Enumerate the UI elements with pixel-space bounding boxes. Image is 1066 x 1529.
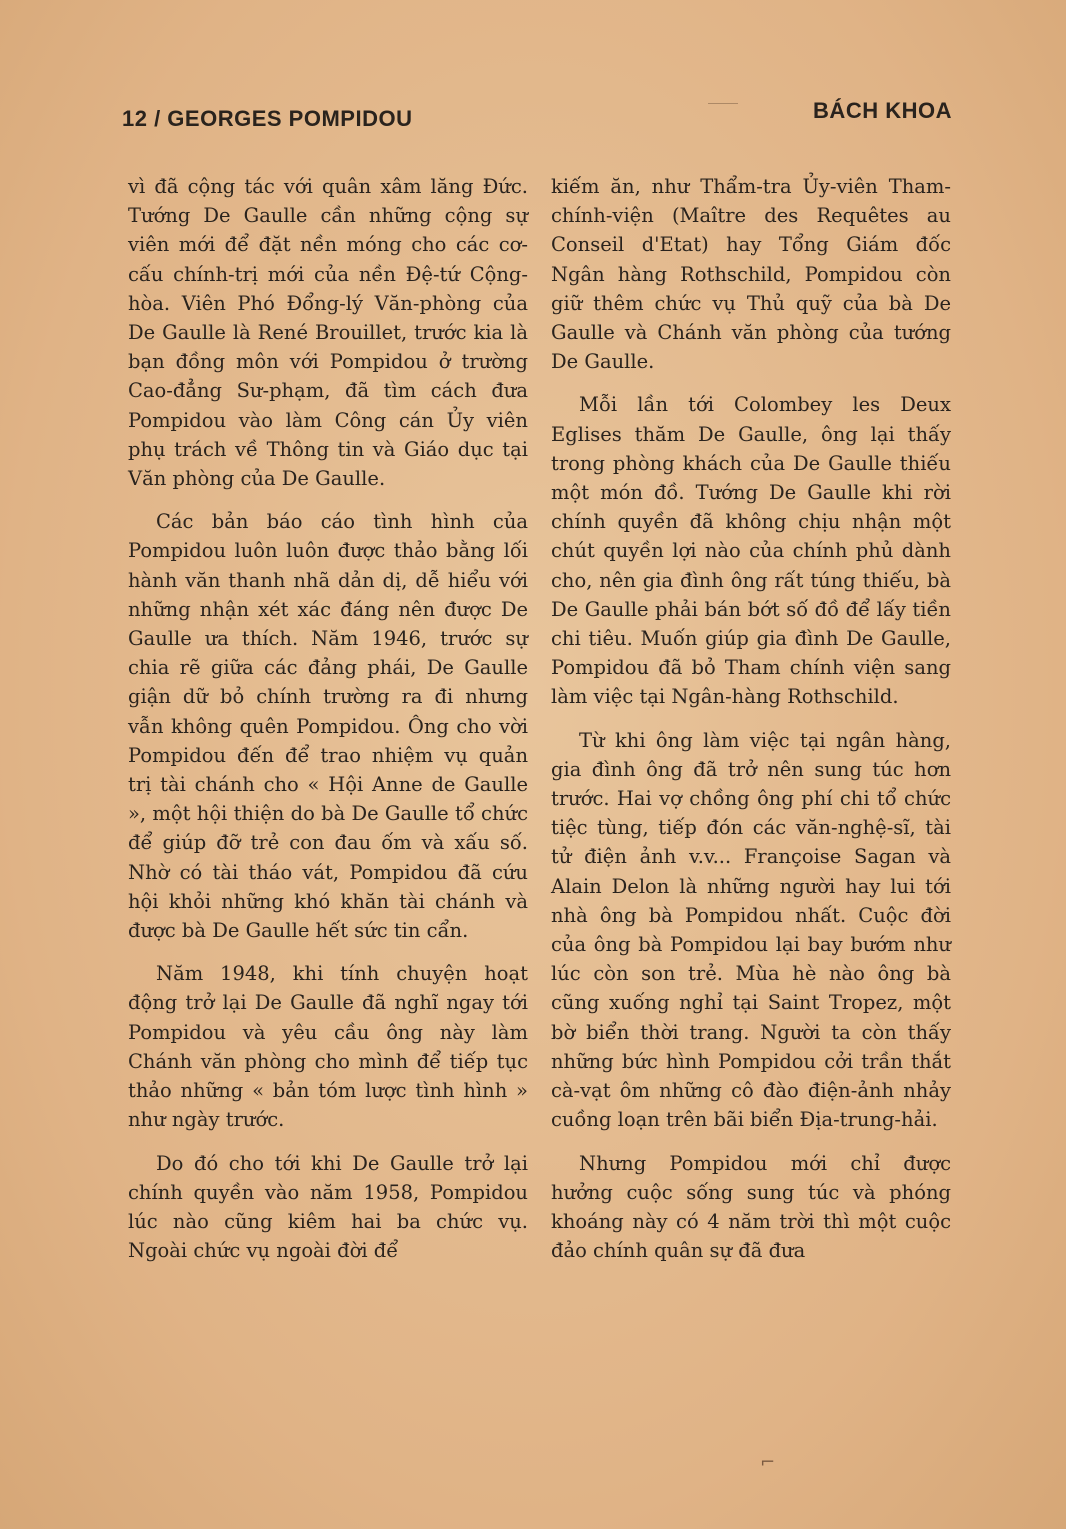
paragraph: Nhưng Pompidou mới chỉ được hưởng cuộc sống sung túc và phóng khoáng này có 4 năm trời thì một cuộc đảo chính quân sự đã đưa — [551, 1151, 951, 1263]
right-column — [551, 172, 951, 1352]
publication-name: BÁCH KHOA — [813, 98, 952, 123]
page-mark: ⌐ — [760, 1452, 776, 1473]
paragraph: Các bản báo cáo tình hình của Pompidou luôn luôn được thảo bằng lối hành văn thanh nhã dản dị, dễ hiểu với những nhận xét xác đáng nên được De Gaulle ưa thích. Năm 1946, trước sự chia rẽ giữa các đảng phái, De Gaulle giận dữ bỏ chính trường ra đi nhưng vẫn không quên Pompidou. Ông cho vời Pompidou đến để trao nhiệm vụ quản trị tài chánh cho « Hội Anne de Gaulle », một hội thiện do bà De Gaulle tổ chức để giúp đỡ trẻ con đau ốm và xấu số. Nhờ có tài tháo vát, Pompidou đã cứu hội khỏi những khó khăn tài chánh và được bà De Gaulle hết sức tin cẩn. — [128, 510, 528, 943]
paragraph: Năm 1948, khi tính chuyện hoạt động trở lại De Gaulle đã nghĩ ngay tới Pompidou và yêu cầu ông này làm Chánh văn phòng cho mình để tiếp tục thảo những « bản tóm lược tình hình » như ngày trước. — [128, 962, 528, 1132]
paragraph: vì đã cộng tác với quân xâm lăng Đức. Tướng De Gaulle cần những cộng sự viên mới để đặt nền móng cho các cơ-cấu chính-trị mới của nền Đệ-tứ Cộng-hòa. Viên Phó Đổng-lý Văn-phòng của De Gaulle là René Brouillet, trước kia là bạn đồng môn với Pompidou ở trường Cao-đẳng Sư-phạm, đã tìm cách đưa Pompidou vào làm Công cán Ủy viên phụ trách về Thông tin và Giáo dục tại Văn phòng của De Gaulle. — [128, 175, 528, 491]
paragraph: kiếm ăn, như Thẩm-tra Ủy-viên Tham-chính-viện (Maître des Requêtes au Conseil d'Etat) hay Tổng Giám đốc Ngân hàng Rothschild, Pompidou còn giữ thêm chức vụ Thủ quỹ của bà De Gaulle và Chánh văn phòng của tướng De Gaulle. — [551, 175, 951, 374]
paragraph: Mỗi lần tới Colombey les Deux Eglises thăm De Gaulle, ông lại thấy trong phòng khách của De Gaulle thiếu một món đồ. Tướng De Gaulle khi rời chính quyền đã không chịu nhận một chút quyền lợi nào của chính phủ dành cho, nên gia đình ông rất túng thiếu, bà De Gaulle phải bán bớt số đồ để lấy tiền chi tiêu. Muốn giúp gia đình De Gaulle, Pompidou đã bỏ Tham chính viện sang làm việc tại Ngân-hàng Rothschild. — [551, 393, 951, 709]
page-number-and-title: 12 / GEORGES POMPIDOU — [122, 106, 413, 131]
left-column — [128, 172, 528, 1352]
paragraph: Do đó cho tới khi De Gaulle trở lại chính quyền vào năm 1958, Pompidou lúc nào cũng kiêm hai ba chức vụ. Ngoài chức vụ ngoài đời để — [128, 1151, 528, 1263]
running-header — [122, 98, 952, 138]
paragraph: Từ khi ông làm việc tại ngân hàng, gia đình ông đã trở nên sung túc hơn trước. Hai vợ chồng ông phí chi tổ chức tiệc tùng, tiếp đón các văn-nghệ-sĩ, tài tử điện ảnh v.v... Françoise Sagan và Alain Delon là những người hay lui tới nhà ông bà Pompidou nhất. Cuộc đời của ông bà Pompidou lại bay bướm như lúc còn son trẻ. Mùa hè nào ông bà cũng xuống nghỉ tại Saint Tropez, một bờ biển thời trang. Người ta còn thấy những bức hình Pompidou cởi trần thắt cà-vạt ôm những cô đào điện-ảnh nhảy cuồng loạn trên bãi biển Địa-trung-hải. — [551, 728, 951, 1132]
header-divider — [708, 103, 738, 104]
